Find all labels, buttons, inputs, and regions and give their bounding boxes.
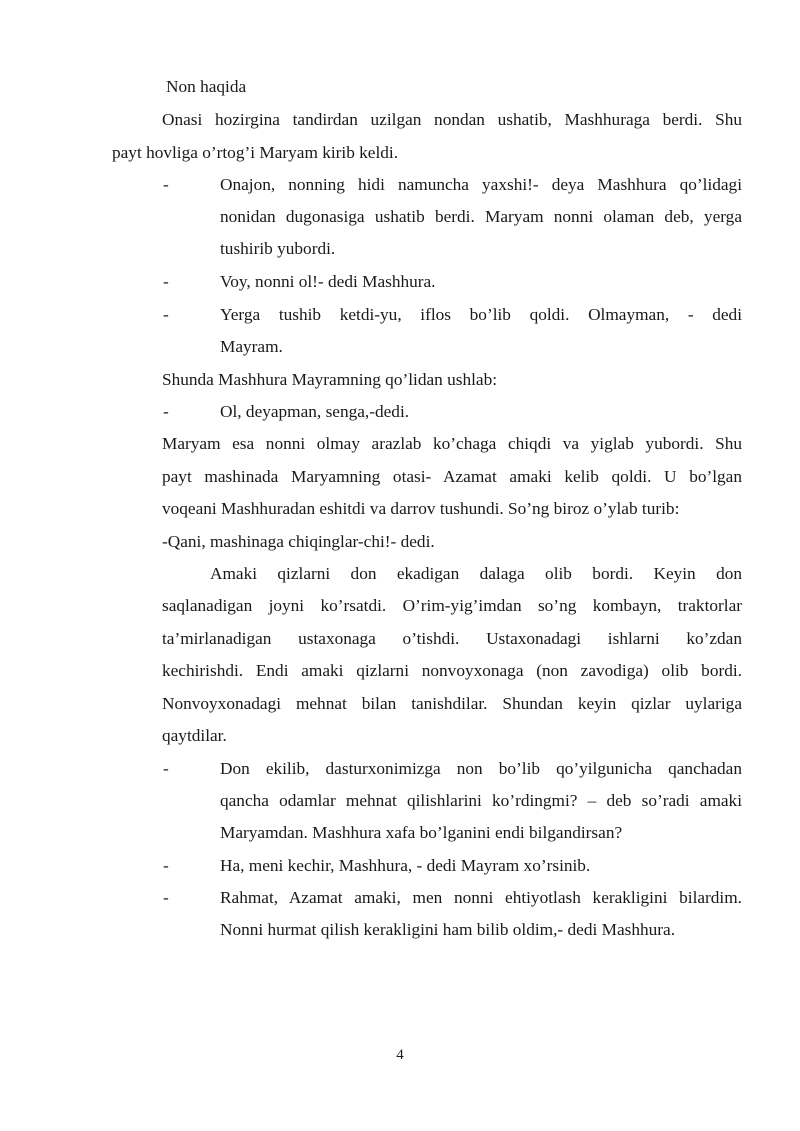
dialogue-line: nonidan dugonasiga ushatib berdi. Maryam nonni olaman deb, yerga [220, 207, 742, 226]
paragraph-line: Nonvoyxonadagi mehnat bilan tanishdilar. Shundan keyin qizlar uylariga [162, 694, 742, 713]
paragraph-line: payt mashinada Maryamning otasi- Azamat amaki kelib qoldi. U bo’lgan [162, 467, 742, 486]
paragraph-line: payt hovliga o’rtog’i Maryam kirib keldi. [112, 143, 399, 162]
dialogue-line: Don ekilib, dasturxonimizga non bo’lib qo’yilgunicha qanchadan [220, 759, 742, 778]
dialogue-dash: - [163, 856, 169, 875]
paragraph-line: voqeani Mashhuradan eshitdi va darrov tushundi. So’ng biroz o’ylab turib: [162, 499, 680, 518]
paragraph-line: qaytdilar. [162, 726, 227, 745]
dialogue-dash: - [163, 759, 169, 778]
paragraph-line: -Qani, mashinaga chiqinglar-chi!- dedi. [162, 532, 435, 551]
dialogue-line: qancha odamlar mehnat qilishlarini ko’rdingmi? – deb so’radi amaki [220, 791, 742, 810]
page-number: 4 [396, 1047, 404, 1063]
dialogue-line: Mayram. [220, 337, 283, 356]
dialogue-dash: - [163, 888, 169, 907]
paragraph-line: Shunda Mashhura Mayramning qo’lidan ushlab: [162, 370, 498, 389]
paragraph-line: ta’mirlanadigan ustaxonaga o’tishdi. Ustaxonadagi ishlarni ko’zdan [162, 629, 742, 648]
dialogue-line: Yerga tushib ketdi-yu, iflos bo’lib qoldi. Olmayman, - dedi [220, 305, 742, 324]
dialogue-line: Nonni hurmat qilish kerakligini ham bilib oldim,- dedi Mashhura. [220, 920, 676, 939]
paragraph-line: Onasi hozirgina tandirdan uzilgan nondan ushatib, Mashhuraga berdi. Shu [162, 110, 742, 129]
dialogue-dash: - [163, 305, 169, 324]
dialogue-line: Maryamdan. Mashhura xafa bo’lganini endi bilgandirsan? [220, 823, 623, 842]
dialogue-line: Ha, meni kechir, Mashhura, - dedi Mayram xo’rsinib. [220, 856, 591, 875]
dialogue-dash: - [163, 175, 169, 194]
dialogue-line: tushirib yubordi. [220, 239, 336, 258]
story-title: Non haqida [166, 77, 247, 96]
dialogue-dash: - [163, 402, 169, 421]
dialogue-line: Ol, deyapman, senga,-dedi. [220, 402, 410, 421]
paragraph-line: Maryam esa nonni olmay arazlab ko’chaga chiqdi va yiglab yubordi. Shu [162, 434, 742, 453]
dialogue-line: Rahmat, Azamat amaki, men nonni ehtiyotlash kerakligini bilardim. [220, 888, 742, 907]
paragraph-line: saqlanadigan joyni ko’rsatdi. O’rim-yig’imdan so’ng kombayn, traktorlar [162, 596, 742, 615]
paragraph-line: Amaki qizlarni don ekadigan dalaga olib bordi. Keyin don [210, 564, 742, 583]
paragraph-line: kechirishdi. Endi amaki qizlarni nonvoyxonaga (non zavodiga) olib bordi. [162, 661, 742, 680]
dialogue-line: Voy, nonni ol!- dedi Mashhura. [220, 272, 436, 291]
dialogue-dash: - [163, 272, 169, 291]
dialogue-line: Onajon, nonning hidi namuncha yaxshi!- deya Mashhura qo’lidagi [220, 175, 742, 194]
